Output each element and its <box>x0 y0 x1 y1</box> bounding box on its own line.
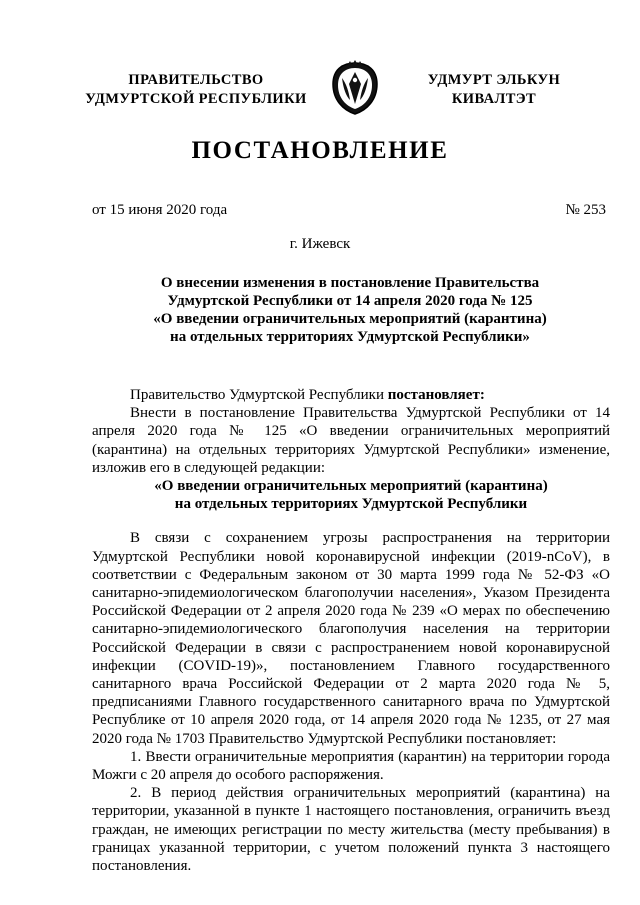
paragraph-intro <box>92 386 610 404</box>
document-city: г. Ижевск <box>289 236 351 252</box>
header-right <box>388 71 600 109</box>
inner-title <box>92 477 610 513</box>
header-right-line1: УДМУРТ ЭЛЬКУН <box>427 72 561 88</box>
intro-bold: постановляет: <box>387 387 485 403</box>
document-body <box>92 386 610 875</box>
subject-line1: О внесении изменения в постановление Правительства <box>160 275 540 291</box>
document-date: от 15 июня 2020 года <box>92 202 228 218</box>
document-subject <box>110 274 590 346</box>
spacer <box>92 513 610 529</box>
inner-title-line1: «О введении ограничительных мероприятий (карантина) <box>154 478 548 495</box>
header-left-line1: ПРАВИТЕЛЬСТВО <box>128 72 264 88</box>
document-title: ПОСТАНОВЛЕНИЕ <box>191 137 449 164</box>
header-right-line2: КИВАЛТЭТ <box>451 91 537 107</box>
subject-line2: Удмуртской Республики от 14 апреля 2020 года № 125 <box>167 293 533 309</box>
coat-of-arms-icon <box>330 60 380 116</box>
header-left-line2: УДМУРТСКОЙ РЕСПУБЛИКИ <box>85 91 307 107</box>
intro-text: Правительство Удмуртской Республики <box>130 387 388 403</box>
subject-line3: «О введении ограничительных мероприятий (карантина) <box>153 311 547 327</box>
subject-line4: на отдельных территориях Удмуртской Республики» <box>170 329 530 345</box>
paragraph-basis: В связи с сохранением угрозы распространения на территории Удмуртской Республики новой коронавирусной инфекции (2019-nCoV), в соответствии с Федеральным законом от 30 марта 1999 года № 52-ФЗ «О санитарно-эпидемиологическом благополучии населения», Указом Президента Российской Федерации от 2 апреля 2020 года № 239 «О мерах по обеспечению санитарно-эпидемиологического благополучия населения на территории Российской Федерации в связи с распространением новой коронавирусной инфекции (COVID-19)», постановлением Главного государственного санитарного врача Российской Федерации от 2 марта 2020 года № 5, предписаниями Главного государственного санитарного врача по Удмуртской Республике от 10 апреля 2020 года, от 14 апреля 2020 года № 1235, от 27 мая 2020 года № 1703 Правительство Удмуртской Республики постановляет: <box>92 530 610 747</box>
paragraph-item-2: 2. В период действия ограничительных мероприятий (карантина) на территории, указанной в пункте 1 настоящего постановления, ограничить въезд граждан, не имеющих регистрации по месту жительства (месту пребывания) в границах указанной территории, с учетом положений пункта 3 настоящего постановления. <box>92 785 610 875</box>
paragraph-item-1: 1. Ввести ограничительные мероприятия (карантин) на территории города Можги с 20 апреля до особого распоряжения. <box>92 748 610 784</box>
header-left <box>60 71 332 109</box>
inner-title-line2: на отдельных территориях Удмуртской Республики <box>174 496 528 513</box>
paragraph-amend: Внести в постановление Правительства Удмуртской Республики от 14 апреля 2020 года № 125 «О введении ограничительных мероприятий (карантина) на отдельных территориях Удмуртской Республики» изменение, изложив его в следующей редакции: <box>92 405 610 476</box>
document-number: № 253 <box>565 202 606 218</box>
